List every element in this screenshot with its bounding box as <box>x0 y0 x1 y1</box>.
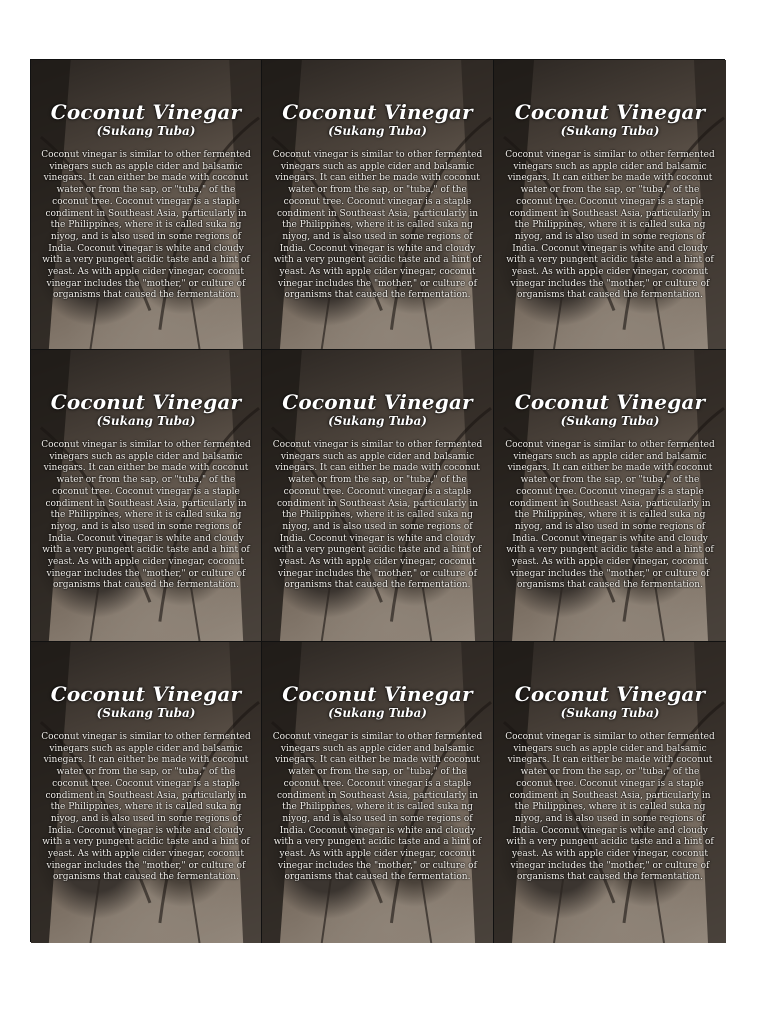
label-description: Coconut vinegar is similar to other fermented vinegars such as apple cider and balsamic vinegars. It can either be made with coconut water or from the sap, or "tuba," of the coconut tree. Coconut vinegar is a staple condiment in Southeast Asia, particularly in the Philippines, where it is called suka ng niyog, and is also used in some regions of India. Coconut vinegar is white and cloudy with a very pungent acidic taste and a hint of yeast. As with apple cider vinegar, coconut vinegar includes the "mother," or culture of organisms that caused the fermentation. <box>505 440 715 591</box>
label-title: Coconut Vinegar <box>282 682 473 706</box>
label-title: Coconut Vinegar <box>50 100 242 124</box>
label-card <box>494 642 726 943</box>
label-subtitle: (Sukang Tuba) <box>328 706 427 720</box>
label-description: Coconut vinegar is similar to other fermented vinegars such as apple cider and balsamic vinegars. It can either be made with coconut water or from the sap, or "tuba," of the coconut tree. Coconut vinegar is a staple condiment in Southeast Asia, particularly in the Philippines, where it is called suka ng niyog, and is also used in some regions of India. Coconut vinegar is white and cloudy with a very pungent acidic taste and a hint of yeast. As with apple cider vinegar, coconut vinegar includes the "mother," or culture of organisms that caused the fermentation. <box>272 440 483 591</box>
label-title: Coconut Vinegar <box>282 100 473 124</box>
label-card <box>494 350 726 642</box>
label-subtitle: (Sukang Tuba) <box>96 414 196 428</box>
label-title: Coconut Vinegar <box>514 682 706 706</box>
label-description: Coconut vinegar is similar to other fermented vinegars such as apple cider and balsamic vinegars. It can either be made with coconut water or from the sap, or "tuba," of the coconut tree. Coconut vinegar is a staple condiment in Southeast Asia, particularly in the Philippines, where it is called suka ng niyog, and is also used in some regions of India. Coconut vinegar is white and cloudy with a very pungent acidic taste and a hint of yeast. As with apple cider vinegar, coconut vinegar includes the "mother," or culture of organisms that caused the fermentation. <box>272 150 483 301</box>
label-subtitle: (Sukang Tuba) <box>96 706 196 720</box>
label-title: Coconut Vinegar <box>50 390 242 414</box>
label-sheet <box>30 59 725 942</box>
label-card <box>31 60 262 350</box>
label-description: Coconut vinegar is similar to other fermented vinegars such as apple cider and balsamic vinegars. It can either be made with coconut water or from the sap, or "tuba," of the coconut tree. Coconut vinegar is a staple condiment in Southeast Asia, particularly in the Philippines, where it is called suka ng niyog, and is also used in some regions of India. Coconut vinegar is white and cloudy with a very pungent acidic taste and a hint of yeast. As with apple cider vinegar, coconut vinegar includes the "mother," or culture of organisms that caused the fermentation. <box>41 440 251 591</box>
label-description: Coconut vinegar is similar to other fermented vinegars such as apple cider and balsamic vinegars. It can either be made with coconut water or from the sap, or "tuba," of the coconut tree. Coconut vinegar is a staple condiment in Southeast Asia, particularly in the Philippines, where it is called suka ng niyog, and is also used in some regions of India. Coconut vinegar is white and cloudy with a very pungent acidic taste and a hint of yeast. As with apple cider vinegar, coconut vinegar includes the "mother," or culture of organisms that caused the fermentation. <box>41 732 251 883</box>
label-subtitle: (Sukang Tuba) <box>560 414 660 428</box>
label-title: Coconut Vinegar <box>50 682 242 706</box>
label-card <box>262 642 494 943</box>
label-subtitle: (Sukang Tuba) <box>560 124 660 138</box>
label-card <box>262 60 494 350</box>
label-description: Coconut vinegar is similar to other fermented vinegars such as apple cider and balsamic vinegars. It can either be made with coconut water or from the sap, or "tuba," of the coconut tree. Coconut vinegar is a staple condiment in Southeast Asia, particularly in the Philippines, where it is called suka ng niyog, and is also used in some regions of India. Coconut vinegar is white and cloudy with a very pungent acidic taste and a hint of yeast. As with apple cider vinegar, coconut vinegar includes the "mother," or culture of organisms that caused the fermentation. <box>272 732 483 883</box>
label-subtitle: (Sukang Tuba) <box>328 124 427 138</box>
label-card <box>31 350 262 642</box>
label-card <box>31 642 262 943</box>
label-description: Coconut vinegar is similar to other fermented vinegars such as apple cider and balsamic vinegars. It can either be made with coconut water or from the sap, or "tuba," of the coconut tree. Coconut vinegar is a staple condiment in Southeast Asia, particularly in the Philippines, where it is called suka ng niyog, and is also used in some regions of India. Coconut vinegar is white and cloudy with a very pungent acidic taste and a hint of yeast. As with apple cider vinegar, coconut vinegar includes the "mother," or culture of organisms that caused the fermentation. <box>41 150 251 301</box>
label-title: Coconut Vinegar <box>282 390 473 414</box>
label-card <box>262 350 494 642</box>
label-description: Coconut vinegar is similar to other fermented vinegars such as apple cider and balsamic vinegars. It can either be made with coconut water or from the sap, or "tuba," of the coconut tree. Coconut vinegar is a staple condiment in Southeast Asia, particularly in the Philippines, where it is called suka ng niyog, and is also used in some regions of India. Coconut vinegar is white and cloudy with a very pungent acidic taste and a hint of yeast. As with apple cider vinegar, coconut vinegar includes the "mother," or culture of organisms that caused the fermentation. <box>505 150 715 301</box>
label-subtitle: (Sukang Tuba) <box>96 124 196 138</box>
label-title: Coconut Vinegar <box>514 390 706 414</box>
label-description: Coconut vinegar is similar to other fermented vinegars such as apple cider and balsamic vinegars. It can either be made with coconut water or from the sap, or "tuba," of the coconut tree. Coconut vinegar is a staple condiment in Southeast Asia, particularly in the Philippines, where it is called suka ng niyog, and is also used in some regions of India. Coconut vinegar is white and cloudy with a very pungent acidic taste and a hint of yeast. As with apple cider vinegar, coconut vinegar includes the "mother," or culture of organisms that caused the fermentation. <box>505 732 715 883</box>
label-subtitle: (Sukang Tuba) <box>560 706 660 720</box>
label-title: Coconut Vinegar <box>514 100 706 124</box>
label-subtitle: (Sukang Tuba) <box>328 414 427 428</box>
label-card <box>494 60 726 350</box>
